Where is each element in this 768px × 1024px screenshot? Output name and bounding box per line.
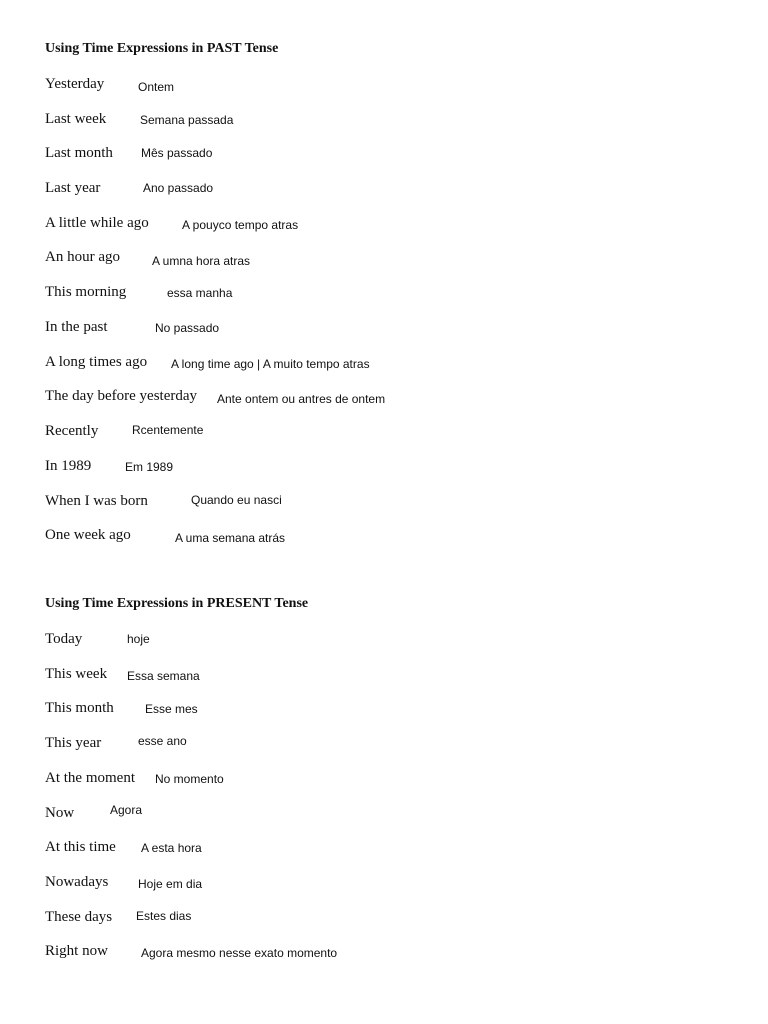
past-expression-en: This morning: [45, 284, 127, 300]
past-expression-en: Yesterday: [45, 76, 105, 92]
past-expression-en: In the past: [45, 319, 108, 335]
present-expression-en: At the moment: [45, 770, 135, 786]
past-expression-en: A long times ago: [45, 354, 148, 370]
present-expression-en: This week: [45, 666, 108, 682]
past-expression-pt: Quando eu nasci: [191, 493, 282, 507]
present-expression-en: This month: [45, 700, 114, 716]
present-expression-en: Nowadays: [45, 874, 109, 890]
present-expression-pt: Agora: [110, 803, 143, 817]
past-expression-pt: essa manha: [167, 286, 233, 300]
past-expression-en: In 1989: [45, 458, 92, 474]
past-expression-pt: Ontem: [138, 80, 175, 94]
past-expression-en: One week ago: [45, 527, 131, 543]
present-section-heading: Using Time Expressions in PRESENT Tense: [45, 596, 309, 611]
present-expression-pt: Hoje em dia: [138, 877, 203, 891]
present-expression-en: Now: [45, 805, 75, 821]
past-expression-pt: A pouyco tempo atras: [182, 218, 299, 232]
past-expression-en: The day before yesterday: [45, 388, 198, 404]
present-expression-pt: esse ano: [138, 734, 187, 748]
past-expression-en: When I was born: [45, 493, 148, 509]
present-expression-en: These days: [45, 909, 113, 925]
present-expression-en: At this time: [45, 839, 116, 855]
past-expression-en: Last year: [45, 180, 101, 196]
present-expression-en: Right now: [45, 943, 108, 959]
present-expression-pt: Agora mesmo nesse exato momento: [141, 946, 338, 960]
past-expression-en: Last month: [45, 145, 113, 161]
present-expression-pt: Estes dias: [136, 909, 192, 923]
past-expression-pt: Mês passado: [141, 146, 213, 160]
past-expression-pt: A long time ago | A muito tempo atras: [171, 357, 370, 371]
past-expression-pt: No passado: [155, 321, 220, 335]
present-expression-en: This year: [45, 735, 102, 751]
past-expression-pt: Ano passado: [143, 181, 214, 195]
past-expression-pt: A uma semana atrás: [175, 531, 286, 545]
past-expression-en: Last week: [45, 111, 107, 127]
present-expression-pt: Esse mes: [145, 702, 198, 716]
past-expression-pt: A umna hora atras: [152, 254, 251, 268]
past-expression-pt: Ante ontem ou antres de ontem: [217, 392, 386, 406]
past-expression-pt: Rcentemente: [132, 423, 204, 437]
past-expression-en: An hour ago: [45, 249, 120, 265]
past-expression-pt: Semana passada: [140, 113, 234, 127]
present-expression-pt: Essa semana: [127, 669, 200, 683]
past-expression-pt: Em 1989: [125, 460, 174, 474]
present-expression-en: Today: [45, 631, 83, 647]
past-expression-en: Recently: [45, 423, 99, 439]
present-expression-pt: A esta hora: [141, 841, 202, 855]
present-expression-pt: hoje: [127, 632, 150, 646]
past-section-heading: Using Time Expressions in PAST Tense: [45, 41, 279, 56]
past-expression-en: A little while ago: [45, 215, 149, 231]
present-expression-pt: No momento: [155, 772, 224, 786]
